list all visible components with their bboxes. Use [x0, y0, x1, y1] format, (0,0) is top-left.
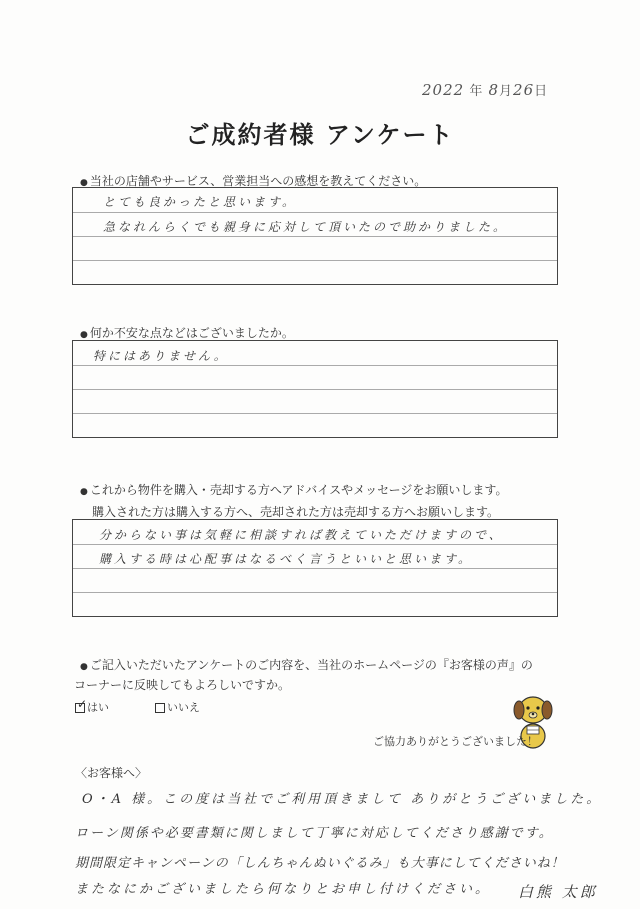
answer-box-1 — [72, 187, 558, 285]
option-yes-label: はい — [87, 701, 109, 714]
customer-message-line-3: 期間限定キャンペーンの「しんちゃんぬいぐるみ」も大事にしてくださいね！ — [75, 856, 565, 871]
page-title: ご成約者様 アンケート — [185, 121, 455, 149]
question-1-text: 当社の店舗やサービス、営業担当への感想を教えてください。 — [89, 174, 427, 188]
date-year-unit: 年 — [469, 84, 484, 99]
answer-box-2 — [72, 340, 558, 438]
customer-message-line-2: ローン関係や必要書類に関しまして丁寧に対応してくださり感謝です。 — [75, 826, 554, 841]
bullet-icon: ● — [80, 662, 88, 672]
signature: 白熊 太郎 — [518, 883, 598, 901]
bullet-icon: ● — [80, 330, 88, 340]
question-4-text-1: ご記入いただいたアンケートのご内容を、当社のホームページの『お客様の声』の — [89, 658, 533, 672]
answer-box-3 — [72, 519, 558, 617]
date-day: 26 — [513, 81, 535, 99]
answer-1-line-2: 急なれんらくでも親身に応対して頂いたので助かりました。 — [103, 220, 509, 234]
option-no[interactable] — [155, 699, 200, 715]
customer-message-line-4: またなにかございましたら何なりとお申し付けください。 — [75, 882, 492, 897]
question-4 — [80, 656, 533, 673]
date-month: 8 — [488, 81, 500, 99]
date-day-unit: 日 — [534, 84, 549, 99]
question-2-text: 何か不安な点などはございましたか。 — [89, 326, 294, 340]
thanks-message: ご協力ありがとうございました！ — [373, 735, 538, 748]
answer-2-line-1: 特にはありません。 — [93, 349, 229, 363]
answer-1-line-1: とても良かったと思います。 — [103, 195, 298, 209]
answer-3-line-1: 分からない事は気軽に相談すれば教えていただけますので、 — [99, 528, 504, 542]
question-3 — [80, 481, 507, 498]
date-field — [422, 80, 548, 99]
bullet-icon: ● — [80, 178, 88, 188]
date-year: 2022 — [422, 81, 465, 99]
question-2 — [80, 324, 294, 341]
answer-3-line-2: 購入する時は心配事はなるべく言うといいと思います。 — [99, 552, 474, 566]
customer-message-line-1: O・A 様。この度は当社でご利用頂きまして ありがとうございました。 — [82, 792, 603, 807]
bullet-icon: ● — [80, 487, 88, 497]
question-4-text-2: コーナーに反映してもよろしいですか。 — [74, 678, 291, 692]
checkbox-checked-icon[interactable]: ✓ — [77, 697, 88, 711]
checkbox-icon[interactable] — [155, 703, 165, 713]
customer-section-label: 〈お客様へ〉 — [75, 766, 148, 780]
date-month-unit: 月 — [499, 84, 514, 99]
question-3-subtext: 購入された方は購入する方へ、売却された方は売却する方へお願いします。 — [92, 505, 500, 519]
option-yes[interactable] — [75, 699, 109, 715]
question-3-text: これから物件を購入・売却する方へアドバイスやメッセージをお願いします。 — [89, 483, 508, 497]
option-no-label: いいえ — [167, 701, 200, 714]
